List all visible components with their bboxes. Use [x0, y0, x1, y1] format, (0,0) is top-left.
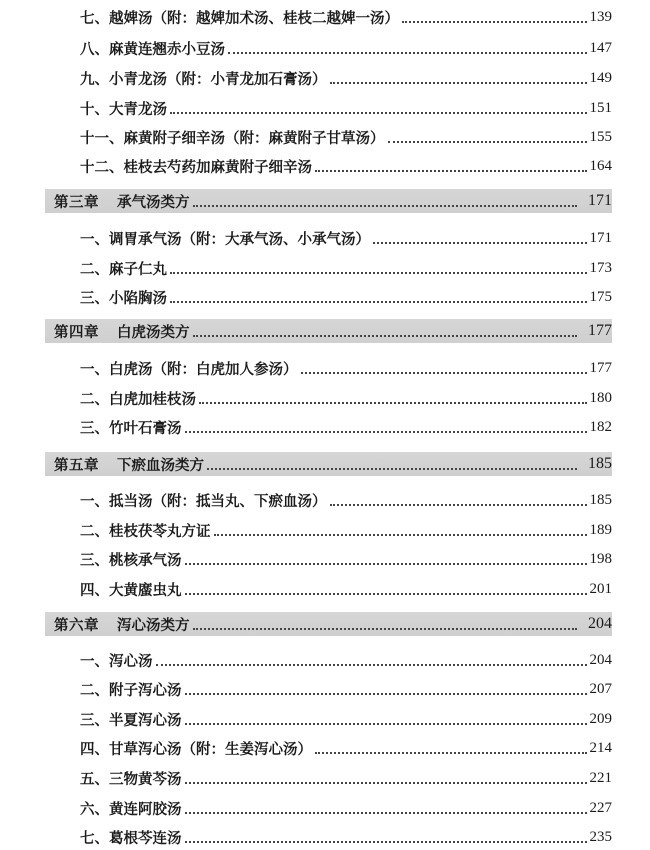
page-number: 201 [589, 580, 612, 597]
toc-entry[interactable] [80, 547, 612, 571]
dot-leader [185, 417, 587, 433]
dot-leader [185, 768, 587, 784]
entry-title: 七、越婢汤（附：越婢加术汤、桂枝二越婢一汤） [80, 9, 399, 27]
entry-title: 七、葛根芩连汤 [80, 829, 182, 847]
toc-entry[interactable] [80, 677, 612, 701]
page-number: 209 [589, 710, 612, 727]
entry-title: 九、小青龙汤（附：小青龙加石膏汤） [80, 70, 327, 88]
page-number: 171 [589, 229, 612, 246]
toc-entry[interactable] [80, 648, 612, 672]
dot-leader [185, 827, 587, 843]
entry-title: 三、小陷胸汤 [80, 289, 167, 307]
chapter-number: 第三章 [54, 194, 99, 211]
chapter-title [45, 321, 190, 342]
toc-entry[interactable] [80, 36, 612, 60]
toc-entry[interactable] [80, 256, 612, 280]
toc-entry[interactable] [80, 356, 612, 380]
entry-title: 十二、桂枝去芍药加麻黄附子细辛汤 [80, 158, 312, 176]
toc-entry[interactable] [80, 766, 612, 790]
page-number: 139 [589, 8, 612, 25]
entry-title: 一、白虎汤（附：白虎加人参汤） [80, 360, 298, 378]
toc-entry[interactable] [80, 577, 612, 601]
dot-leader [207, 454, 577, 470]
dot-leader [315, 156, 587, 172]
entry-title: 二、附子泻心汤 [80, 681, 182, 699]
page-number: 221 [589, 769, 612, 786]
toc-entry[interactable] [80, 285, 612, 309]
entry-title: 二、麻子仁丸 [80, 260, 167, 278]
dot-leader [156, 650, 587, 666]
chapter-title [45, 614, 190, 635]
dot-leader [193, 321, 578, 337]
page-number: 207 [589, 680, 612, 697]
entry-title: 二、桂枝茯苓丸方证 [80, 522, 211, 540]
chapter-number: 第四章 [54, 324, 99, 341]
dot-leader [185, 579, 587, 595]
page-number: 182 [589, 418, 612, 435]
toc-entry[interactable] [80, 5, 612, 29]
chapter-name: 白虎汤类方 [117, 324, 190, 341]
entry-title: 一、抵当汤（附：抵当丸、下瘀血汤） [80, 492, 327, 510]
chapter-title [45, 191, 190, 212]
dot-leader [228, 38, 587, 54]
toc-entry[interactable] [80, 825, 612, 849]
toc-entry[interactable] [80, 488, 612, 512]
page-number: 189 [589, 521, 612, 538]
page-number: 171 [588, 192, 612, 209]
entry-title: 四、甘草泻心汤（附：生姜泻心汤） [80, 740, 312, 758]
chapter-heading[interactable] [45, 452, 612, 476]
toc-entry[interactable] [80, 415, 612, 439]
entry-title: 一、调胃承气汤（附：大承气汤、小承气汤） [80, 230, 370, 248]
page-number: 175 [589, 288, 612, 305]
toc-entry[interactable] [80, 154, 612, 178]
toc-entry[interactable] [80, 66, 612, 90]
page-number: 235 [589, 828, 612, 845]
entry-title: 三、竹叶石膏汤 [80, 419, 182, 437]
dot-leader [170, 98, 587, 114]
toc-entry[interactable] [80, 96, 612, 120]
chapter-number: 第五章 [54, 457, 99, 474]
dot-leader [388, 127, 587, 143]
toc-entry[interactable] [80, 796, 612, 820]
dot-leader [199, 388, 587, 404]
entry-title: 四、大黄䗪虫丸 [80, 581, 182, 599]
dot-leader [193, 191, 578, 207]
entry-title: 三、半夏泻心汤 [80, 711, 182, 729]
entry-title: 一、泻心汤 [80, 652, 153, 670]
toc-entry[interactable] [80, 707, 612, 731]
page-number: 155 [589, 128, 612, 145]
chapter-number: 第六章 [54, 617, 99, 634]
page-number: 177 [588, 322, 612, 339]
entry-title: 十、大青龙汤 [80, 100, 167, 118]
dot-leader [185, 709, 587, 725]
page-number: 204 [589, 651, 612, 668]
chapter-name: 承气汤类方 [117, 194, 190, 211]
page-number: 227 [589, 799, 612, 816]
page-number: 149 [589, 69, 612, 86]
entry-title: 二、白虎加桂枝汤 [80, 390, 196, 408]
entry-title: 十一、麻黄附子细辛汤（附：麻黄附子甘草汤） [80, 129, 385, 147]
page-number: 173 [589, 259, 612, 276]
toc-entry[interactable] [80, 226, 612, 250]
toc-entry[interactable] [80, 518, 612, 542]
chapter-heading[interactable] [45, 189, 612, 213]
page-number: 177 [589, 359, 612, 376]
dot-leader [185, 798, 587, 814]
page-number: 147 [589, 39, 612, 56]
dot-leader [170, 258, 587, 274]
dot-leader [315, 738, 587, 754]
dot-leader [301, 358, 587, 374]
dot-leader [330, 490, 587, 506]
chapter-title [45, 454, 204, 475]
page-number: 204 [588, 615, 612, 632]
dot-leader [185, 679, 587, 695]
dot-leader [185, 549, 587, 565]
page-number: 185 [588, 455, 612, 472]
page-number: 214 [589, 739, 612, 756]
page-number: 164 [589, 157, 612, 174]
page-number: 180 [589, 389, 612, 406]
toc-entry[interactable] [80, 736, 612, 760]
dot-leader [402, 7, 587, 23]
entry-title: 六、黄连阿胶汤 [80, 800, 182, 818]
entry-title: 五、三物黄芩汤 [80, 770, 182, 788]
dot-leader [193, 614, 578, 630]
dot-leader [170, 287, 587, 303]
page-number: 151 [589, 99, 612, 116]
chapter-heading[interactable] [45, 612, 612, 636]
chapter-name: 下瘀血汤类方 [117, 457, 204, 474]
dot-leader [330, 68, 587, 84]
toc-entry[interactable] [80, 125, 612, 149]
entry-title: 八、麻黄连翘赤小豆汤 [80, 40, 225, 58]
dot-leader [373, 228, 587, 244]
page-number: 198 [589, 550, 612, 567]
toc-entry[interactable] [80, 386, 612, 410]
dot-leader [214, 520, 587, 536]
chapter-heading[interactable] [45, 319, 612, 343]
page-number: 185 [589, 491, 612, 508]
entry-title: 三、桃核承气汤 [80, 551, 182, 569]
chapter-name: 泻心汤类方 [117, 617, 190, 634]
